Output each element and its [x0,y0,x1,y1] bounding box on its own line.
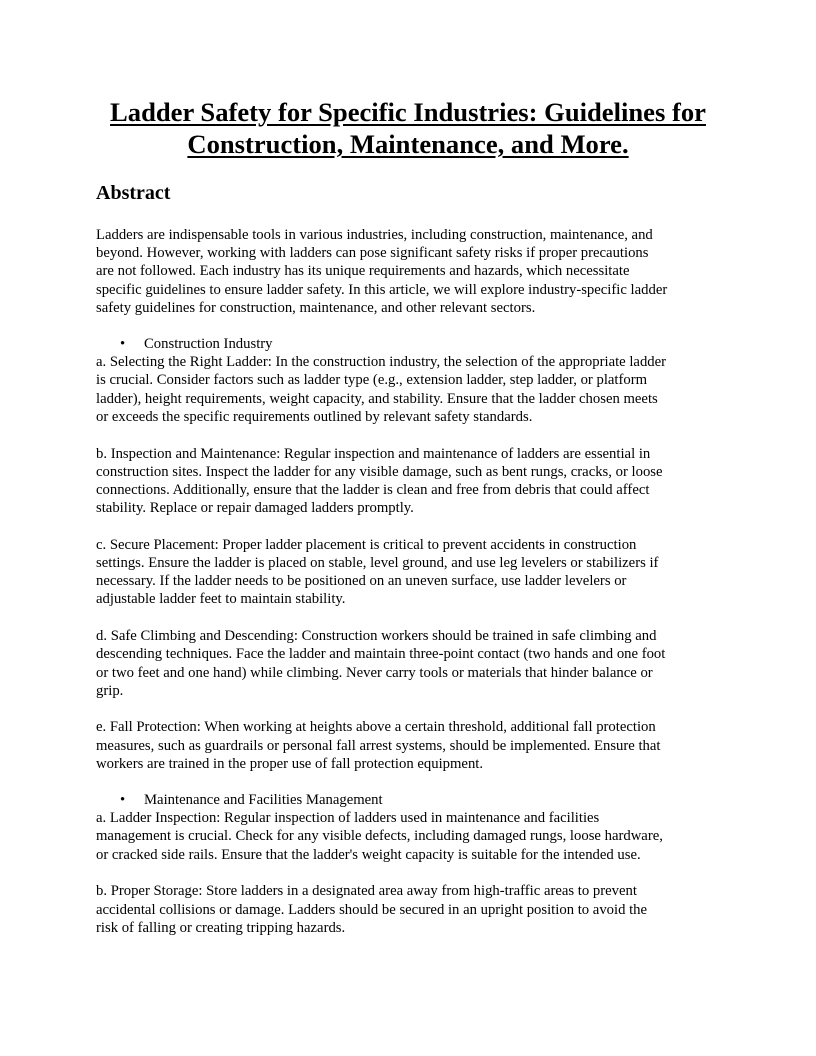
text-line: measures, such as guardrails or personal fall arrest systems, should be implemented. Ensure that [96,737,661,754]
text-line: is crucial. Consider factors such as ladder type (e.g., extension ladder, step ladder, or platform [96,372,648,389]
text-line: construction sites. Inspect the ladder for any visible damage, such as bent rungs, cracks, or loose [96,463,663,480]
construction-item-a [96,353,720,426]
text-line: are not followed. Each industry has its unique requirements and hazards, which necessitate [96,263,630,280]
bullet-icon: • [120,792,126,809]
text-line: b. Inspection and Maintenance: Regular inspection and maintenance of ladders are essential in [96,445,651,462]
text-line: c. Secure Placement: Proper ladder placement is critical to prevent accidents in construction [96,536,637,553]
text-line: a. Ladder Inspection: Regular inspection of ladders used in maintenance and facilities [96,810,600,827]
maintenance-item-a [96,809,720,864]
text-line: settings. Ensure the ladder is placed on stable, level ground, and use leg levelers or stabilizers if [96,555,659,572]
text-line: necessary. If the ladder needs to be positioned on an uneven surface, use ladder levelers or [96,573,627,590]
document-title [96,96,720,160]
text-line: or exceeds the specific requirements outlined by relevant safety standards. [96,408,533,425]
construction-item-c [96,536,720,609]
text-line: accidental collisions or damage. Ladders should be secured in an upright position to avoid the [96,901,648,918]
text-line: e. Fall Protection: When working at heights above a certain threshold, additional fall protection [96,719,656,736]
text-line: a. Selecting the Right Ladder: In the construction industry, the selection of the appropriate ladder [96,354,667,371]
maintenance-item-b [96,882,720,937]
text-line: d. Safe Climbing and Descending: Construction workers should be trained in safe climbing and [96,628,657,645]
text-line: risk of falling or creating tripping hazards. [96,919,346,936]
title-line: Ladder Safety for Specific Industries: Guidelines for [110,97,706,127]
title-line: Construction, Maintenance, and More. [187,129,629,159]
text-line: grip. [96,682,124,699]
construction-item-b [96,445,720,518]
bullet-label: Maintenance and Facilities Management [144,792,383,809]
text-line: or cracked side rails. Ensure that the ladder's weight capacity is suitable for the intended use. [96,846,641,863]
bullet-icon: • [120,336,126,353]
text-line: ladder), height requirements, weight capacity, and stability. Ensure that the ladder chosen meets [96,390,658,407]
text-line: workers are trained in the proper use of fall protection equipment. [96,755,484,772]
abstract-paragraph [96,226,720,317]
text-line: Ladders are indispensable tools in various industries, including construction, maintenance, and [96,227,653,243]
text-line: specific guidelines to ensure ladder safety. In this article, we will explore industry-specific ladder [96,281,668,298]
text-line: descending techniques. Face the ladder and maintain three-point contact (two hands and one foot [96,646,666,663]
text-line: or two feet and one hand) while climbing. Never carry tools or materials that hinder balance or [96,664,653,681]
bullet-maintenance-facilities [96,791,720,809]
text-line: b. Proper Storage: Store ladders in a designated area away from high-traffic areas to prevent [96,883,637,900]
text-line: connections. Additionally, ensure that the ladder is clean and free from debris that could affect [96,481,650,498]
bullet-label: Construction Industry [144,336,273,353]
text-line: beyond. However, working with ladders can pose significant safety risks if proper precautions [96,245,649,262]
text-line: adjustable ladder feet to maintain stability. [96,591,346,608]
abstract-heading: Abstract [96,182,171,204]
text-line: stability. Replace or repair damaged ladders promptly. [96,500,414,517]
text-line: management is crucial. Check for any visible defects, including damaged rungs, loose hardware, [96,828,663,845]
construction-item-d [96,627,720,700]
construction-item-e [96,718,720,773]
bullet-construction-industry [96,335,720,353]
text-line: safety guidelines for construction, maintenance, and other relevant sectors. [96,299,536,316]
